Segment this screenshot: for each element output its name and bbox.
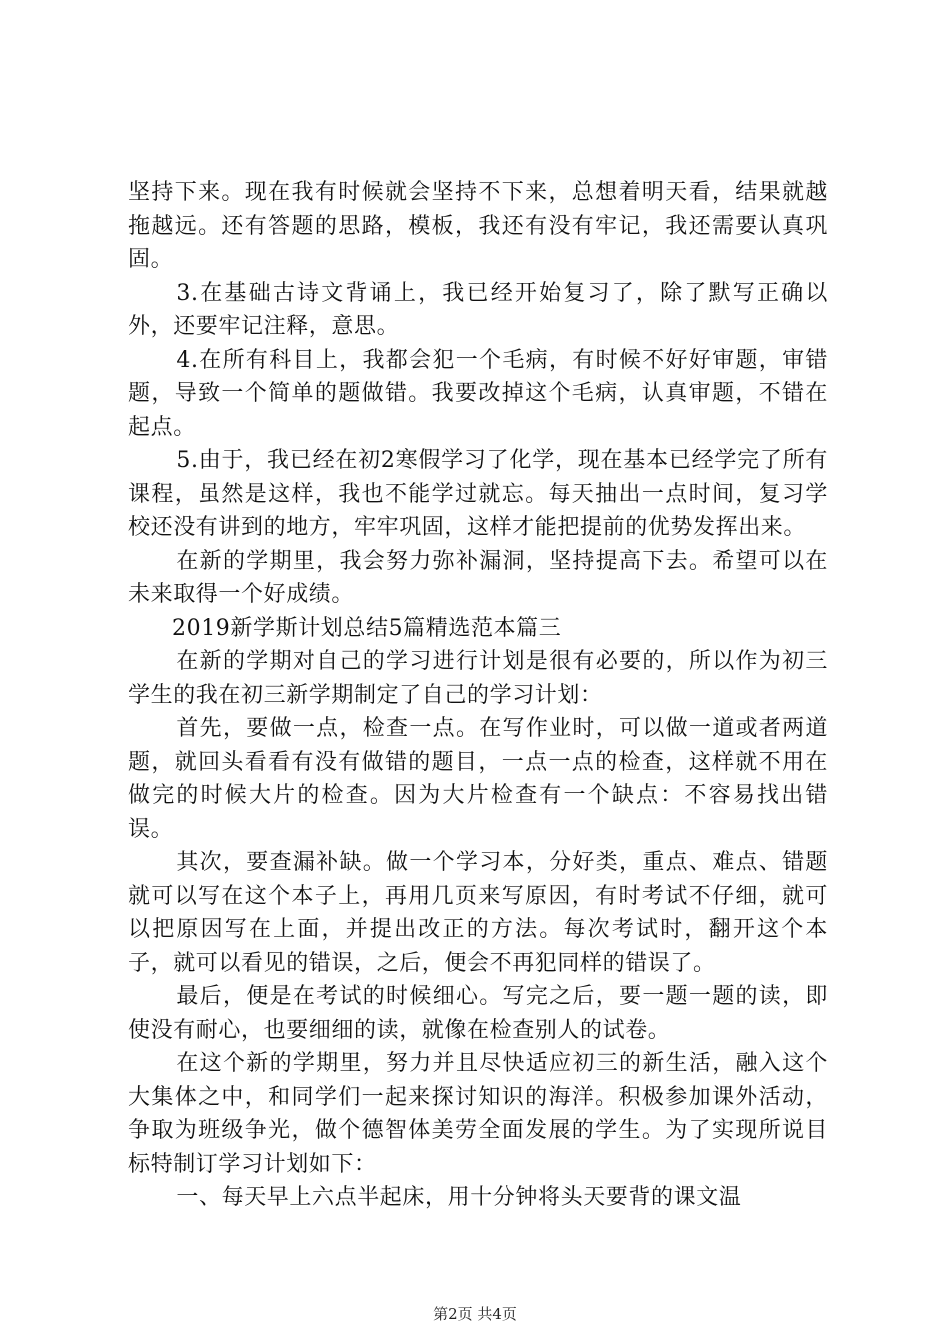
paragraph: 在新的学期对自己的学习进行计划是很有必要的，所以作为初三学生的我在初三新学期制定了自己的学习计划： xyxy=(128,649,828,708)
paragraph: 首先，要做一点，检查一点。在写作业时，可以做一道或者两道题，就回头看看有没有做错的题目，一点一点的检查，这样就不用在做完的时候大片的检查。因为大片检查有一个缺点：不容易找出错误。 xyxy=(128,716,828,842)
paragraph: 在这个新的学期里，努力并且尽快适应初三的新生活，融入这个大集体之中，和同学们一起来探讨知识的海洋。积极参加课外活动，争取为班级争光，做个德智体美劳全面发展的学生。为了实现所说目标特制订学习计划如下： xyxy=(128,1051,828,1177)
paragraph: 其次，要查漏补缺。做一个学习本，分好类，重点、难点、错题就可以写在这个本子上，再用几页来写原因，有时考试不仔细，就可以把原因写在上面，并提出改正的方法。每次考试时，翻开这个本子，就可以看见的错误，之后，便会不再犯同样的错误了。 xyxy=(128,850,828,976)
paragraph: 坚持下来。现在我有时候就会坚持不下来，总想着明天看，结果就越拖越远。还有答题的思路，模板，我还有没有牢记，我还需要认真巩固。 xyxy=(128,180,828,272)
section-heading: 2019新学斯计划总结5篇精选范本篇三 xyxy=(172,615,562,641)
paragraph: 4.在所有科目上，我都会犯一个毛病，有时候不好好审题，审错题，导致一个简单的题做错。我要改掉这个毛病，认真审题，不错在起点。 xyxy=(128,347,828,440)
paragraph: 一、每天早上六点半起床，用十分钟将头天要背的课文温 xyxy=(176,1185,742,1210)
paragraph: 最后，便是在考试的时候细心。写完之后，要一题一题的读，即使没有耐心，也要细细的读，就像在检查别人的试卷。 xyxy=(128,984,828,1043)
document-body xyxy=(128,176,828,1215)
page-number: 第2页 共4页 xyxy=(433,1305,517,1323)
paragraph: 在新的学期里，我会努力弥补漏洞，坚持提高下去。希望可以在未来取得一个好成绩。 xyxy=(128,548,828,607)
paragraph: 3.在基础古诗文背诵上，我已经开始复习了，除了默写正确以外，还要牢记注释，意思。 xyxy=(128,280,828,339)
paragraph: 5.由于，我已经在初2寒假学习了化学，现在基本已经学完了所有课程，虽然是这样，我也不能学过就忘。每天抽出一点时间，复习学校还没有讲到的地方，牢牢巩固，这样才能把提前的优势发挥出来。 xyxy=(128,448,828,540)
